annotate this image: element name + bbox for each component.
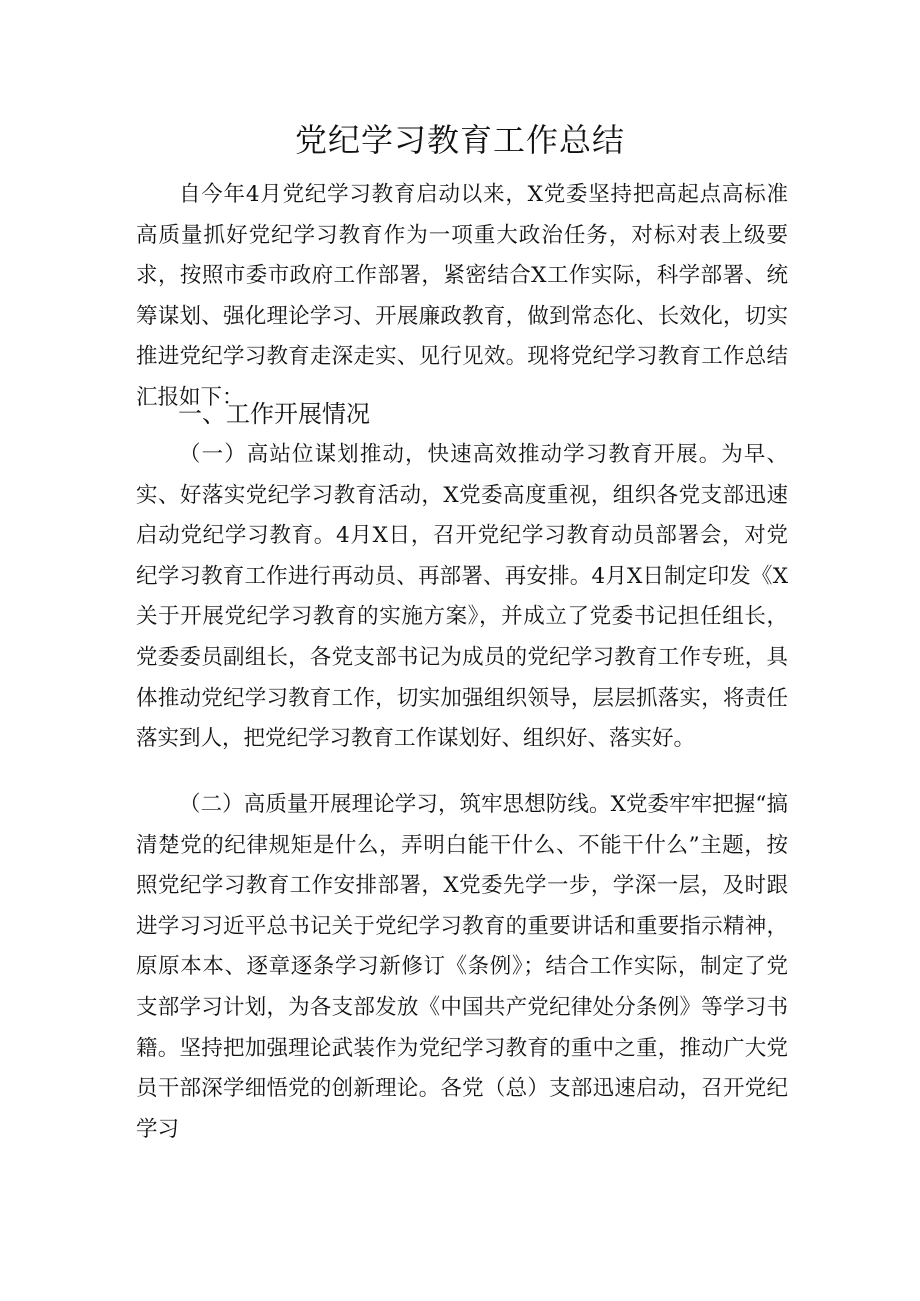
- intro-paragraph: 自今年4月党纪学习教育启动以来，X党委坚持把高起点高标准高质量抓好党纪学习教育作为一项重大政治任务，对标对表上级要求，按照市委市政府工作部署，紧密结合X工作实际，科学部署、统筹谋划、强化理论学习、开展廉政教育，做到常态化、长效化，切实推进党纪学习教育走深走实、见行见效。现将党纪学习教育工作总结汇报如下：: [136, 182, 788, 410]
- paragraph-one: （一）高站位谋划推动，快速高效推动学习教育开展。为早、实、好落实党纪学习教育活动，X党委高度重视，组织各党支部迅速启动党纪学习教育。4月X日，召开党纪学习教育动员部署会，对党纪学习教育工作进行再动员、再部署、再安排。4月X日制定印发《X关于开展党纪学习教育的实施方案》，并成立了党委书记担任组长，党委委员副组长，各党支部书记为成员的党纪学习教育工作专班，具体推动党纪学习教育工作，切实加强组织领导，层层抓落实，将责任落实到人，把党纪学习教育工作谋划好、组织好、落实好。: [136, 442, 788, 752]
- document-title: 党纪学习教育工作总结: [294, 121, 625, 159]
- paragraph-two: （二）高质量开展理论学习，筑牢思想防线。X党委牢牢把握“搞清楚党的纪律规矩是什么，弄明白能干什么、不能干什么”主题，按照党纪学习教育工作安排部署，X党委先学一步，学深一层，及时跟进学习习近平总书记关于党纪学习教育的重要讲话和重要指示精神，原原本本、逐章逐条学习新修订《条例》；结合工作实际，制定了党支部学习计划，为各支部发放《中国共产党纪律处分条例》等学习书籍。坚持把加强理论武装作为党纪学习教育的重中之重，推动广大党员干部深学细悟党的创新理论。各党（总）支部迅速启动，召开党纪学习: [136, 792, 788, 1142]
- section-heading: 一、工作开展情况: [178, 400, 370, 428]
